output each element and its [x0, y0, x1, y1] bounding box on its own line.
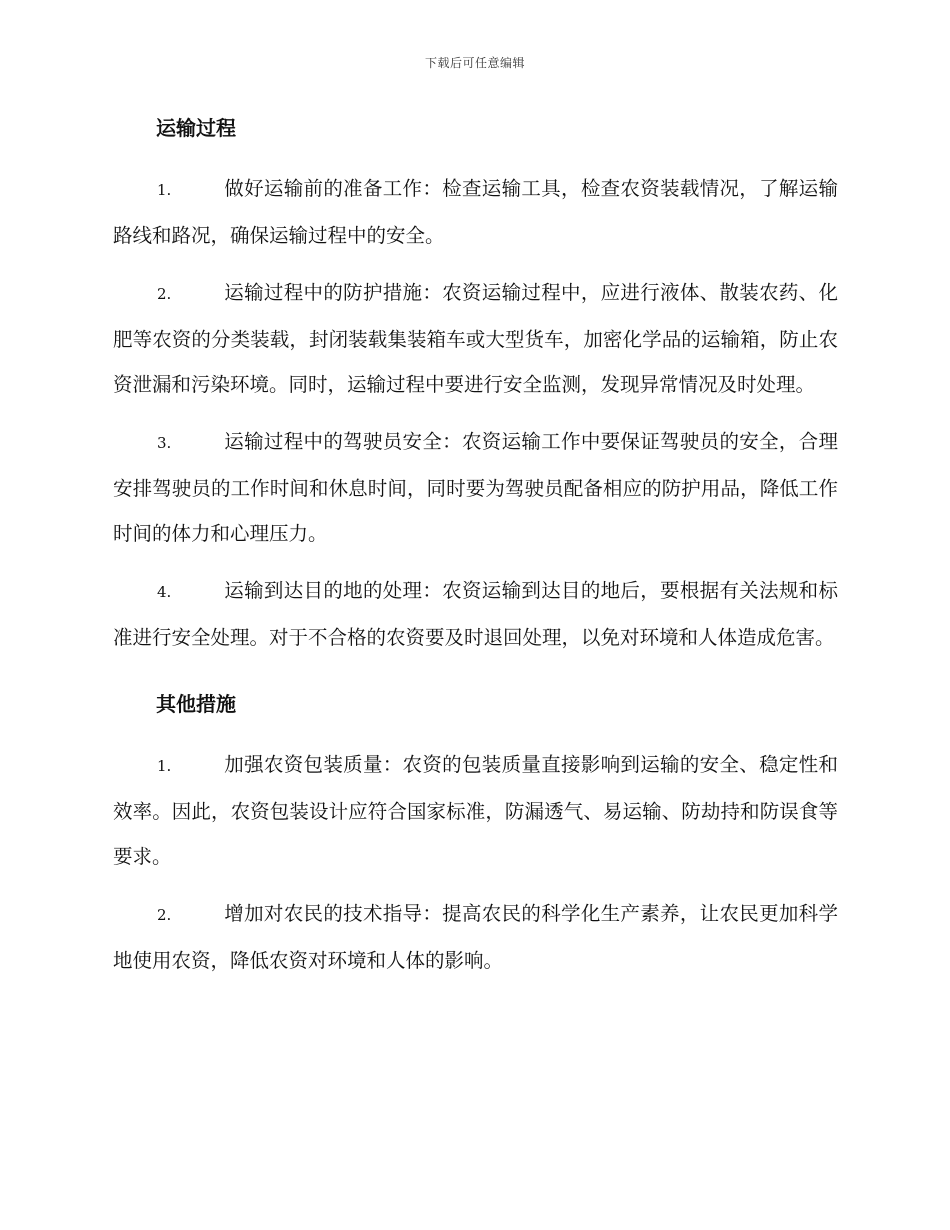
section-heading-other-measures: 其他措施 [156, 692, 236, 716]
item-number: 3. [157, 434, 172, 452]
item-text: 做好运输前的准备工作：检查运输工具，检查农资装载情况，了解运输路线和路况，确保运输过程中的安全。 [113, 177, 838, 247]
list-item [113, 742, 838, 879]
item-text: 运输过程中的驾驶员安全：农资运输工作中要保证驾驶员的安全，合理安排驾驶员的工作时间和休息时间，同时要为驾驶员配备相应的防护用品，降低工作时间的体力和心理压力。 [113, 430, 838, 545]
list-item [113, 166, 838, 258]
header-note: 下载后可任意编辑 [424, 56, 525, 70]
section-spacer [113, 672, 838, 688]
section-heading-transport: 运输过程 [156, 116, 236, 140]
item-text: 增加对农民的技术指导：提高农民的科学化生产素养，让农民更加科学地使用农资，降低农资对环境和人体的影响。 [113, 902, 838, 972]
document-body [113, 112, 838, 995]
item-text: 运输过程中的防护措施：农资运输过程中，应进行液体、散装农药、化肥等农资的分类装载，封闭装载集装箱车或大型货车，加密化学品的运输箱，防止农资泄漏和污染环境。同时，运输过程中要进行安全监测，发现异常情况及时处理。 [113, 281, 838, 396]
item-number: 2. [157, 906, 172, 924]
list-item [113, 270, 838, 407]
item-text: 加强农资包装质量：农资的包装质量直接影响到运输的安全、稳定性和效率。因此，农资包装设计应符合国家标准，防漏透气、易运输、防劫持和防误食等要求。 [113, 753, 838, 868]
list-item [113, 419, 838, 556]
item-number: 4. [157, 583, 172, 601]
item-number: 1. [157, 181, 172, 199]
item-text: 运输到达目的地的处理：农资运输到达目的地后，要根据有关法规和标准进行安全处理。对于不合格的农资要及时退回处理，以免对环境和人体造成危害。 [113, 579, 838, 649]
list-item [113, 891, 838, 983]
list-item [113, 568, 838, 660]
item-number: 2. [157, 285, 172, 303]
item-number: 1. [157, 757, 172, 775]
